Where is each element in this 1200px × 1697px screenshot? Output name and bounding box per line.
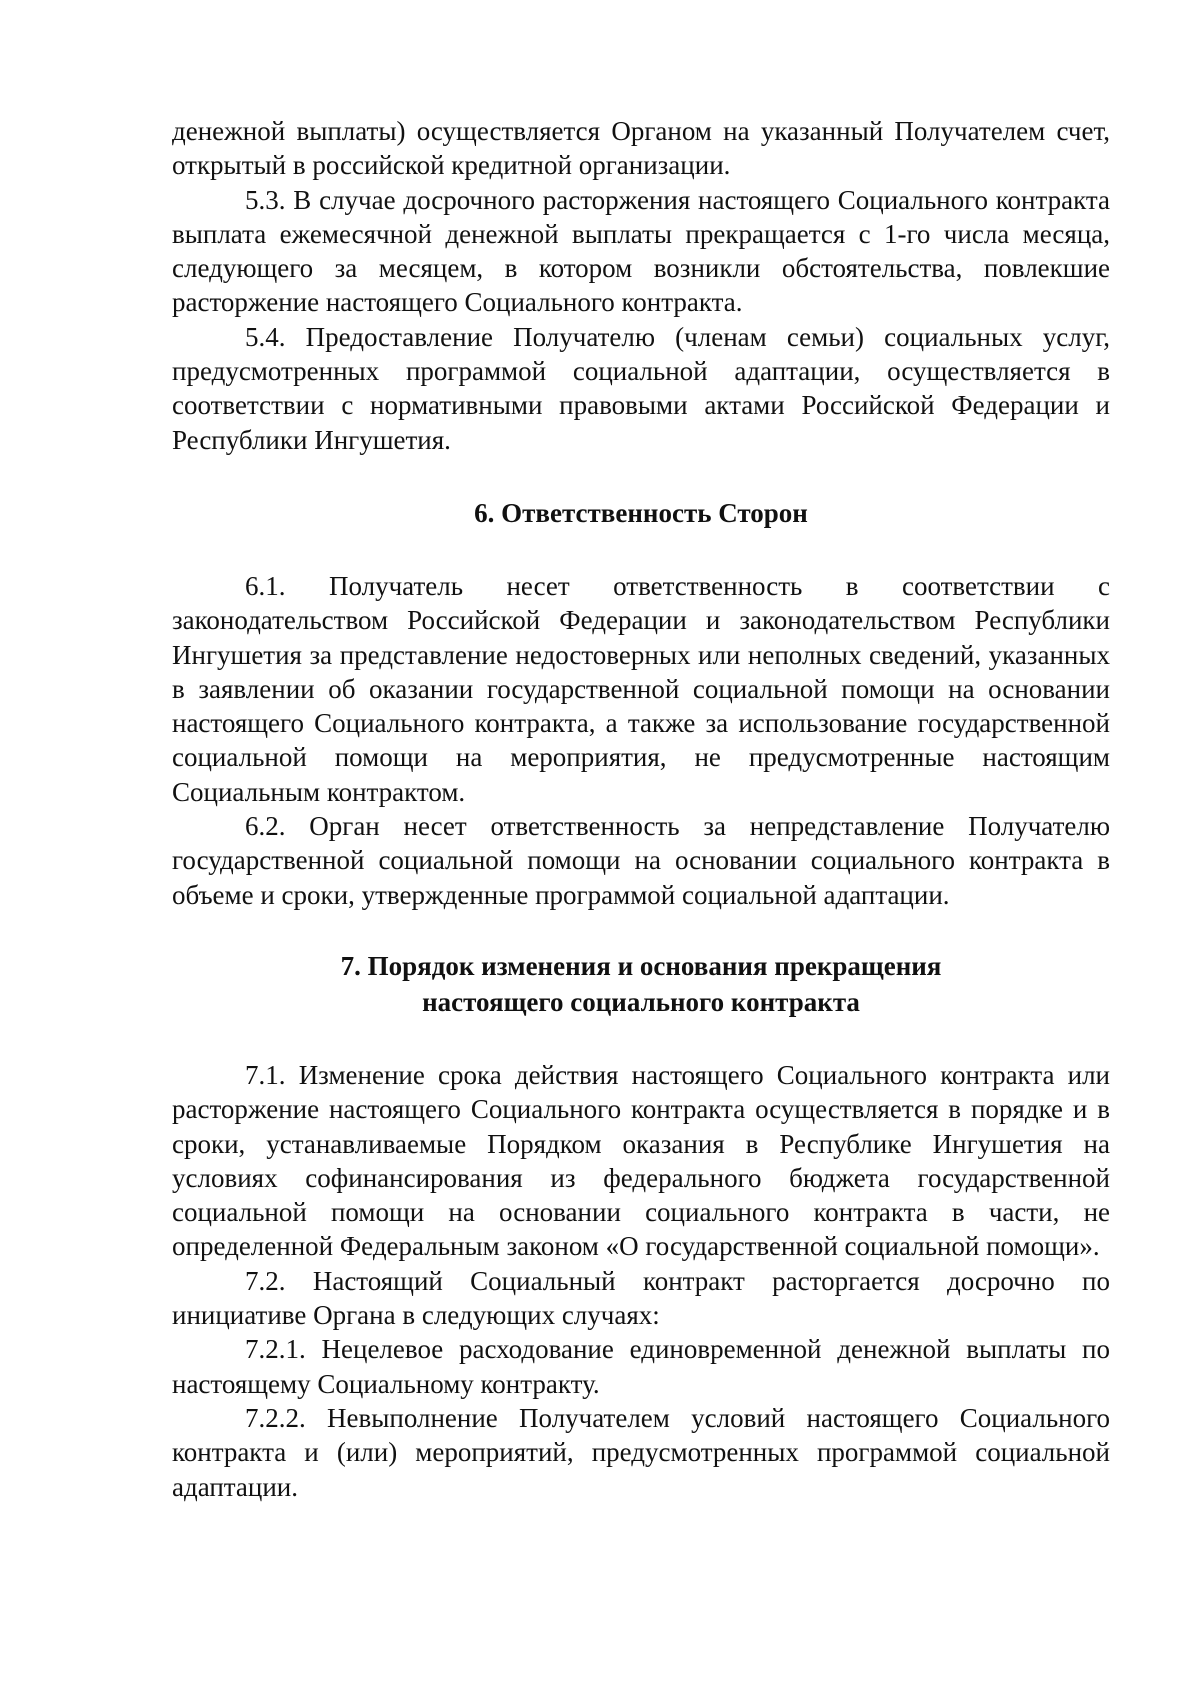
paragraph-6-1: 6.1. Получатель несет ответственность в соответствии с законодательством Российской Федерации и законодательством Республики Ингушетия за представление недостоверных или неполных сведений, указанных в заявлении об оказании государственной социальной помощи на основании настоящего Социального контракта, а также за использование государственной социальной помощи на мероприятия, не предусмотренные настоящим Социальным контрактом. (172, 570, 1110, 807)
paragraph-5-4: 5.4. Предоставление Получателю (членам семьи) социальных услуг, предусмотренных программой социальной адаптации, осуществляется в соответствии с нормативными правовыми актами Российской Федерации и Республики Ингушетия. (172, 321, 1110, 455)
section-7-title (172, 948, 1110, 1020)
document-page (172, 114, 1110, 1504)
paragraph-6-2: 6.2. Орган несет ответственность за непредставление Получателю государственной социальной помощи на основании социального контракта в объеме и сроки, утвержденные программой социальной адаптации. (172, 811, 1110, 910)
paragraph-7-2: 7.2. Настоящий Социальный контракт расторгается досрочно по инициативе Органа в следующих случаях: (172, 1265, 1110, 1331)
section-7-title-line-1: 7. Порядок изменения и основания прекращения (340, 950, 942, 981)
paragraph-7-2-1: 7.2.1. Нецелевое расходование единовременной денежной выплаты по настоящему Социальному контракту. (172, 1334, 1110, 1399)
section-7-heading-block (172, 948, 1110, 1020)
section-7-title-line-2: настоящего социального контракта (422, 986, 860, 1017)
paragraph-7-1: 7.1. Изменение срока действия настоящего Социального контракта или расторжение настоящего Социального контракта осуществляется в порядке и в сроки, устанавливаемые Порядком оказания в Республике Ингушетия на условиях софинансирования из федерального бюджета государственной социальной помощи на основании социального контракта в части, не определенной Федеральным законом «О государственной социальной помощи». (172, 1059, 1110, 1262)
intro-paragraph: денежной выплаты) осуществляется Органом на указанный Получателем счет, открытый в российской кредитной организации. (172, 116, 1110, 181)
section-6-heading-block (172, 495, 1110, 531)
paragraph-7-2-2: 7.2.2. Невыполнение Получателем условий настоящего Социального контракта и (или) мероприятий, предусмотренных программой социальной адаптации. (172, 1402, 1110, 1502)
section-6-title: 6. Ответственность Сторон (474, 497, 808, 528)
paragraph-5-3: 5.3. В случае досрочного расторжения настоящего Социального контракта выплата ежемесячной денежной выплаты прекращается с 1-го числа месяца, следующего за месяцем, в котором возникли обстоятельства, повлекшие расторжение настоящего Социального контракта. (172, 184, 1110, 318)
